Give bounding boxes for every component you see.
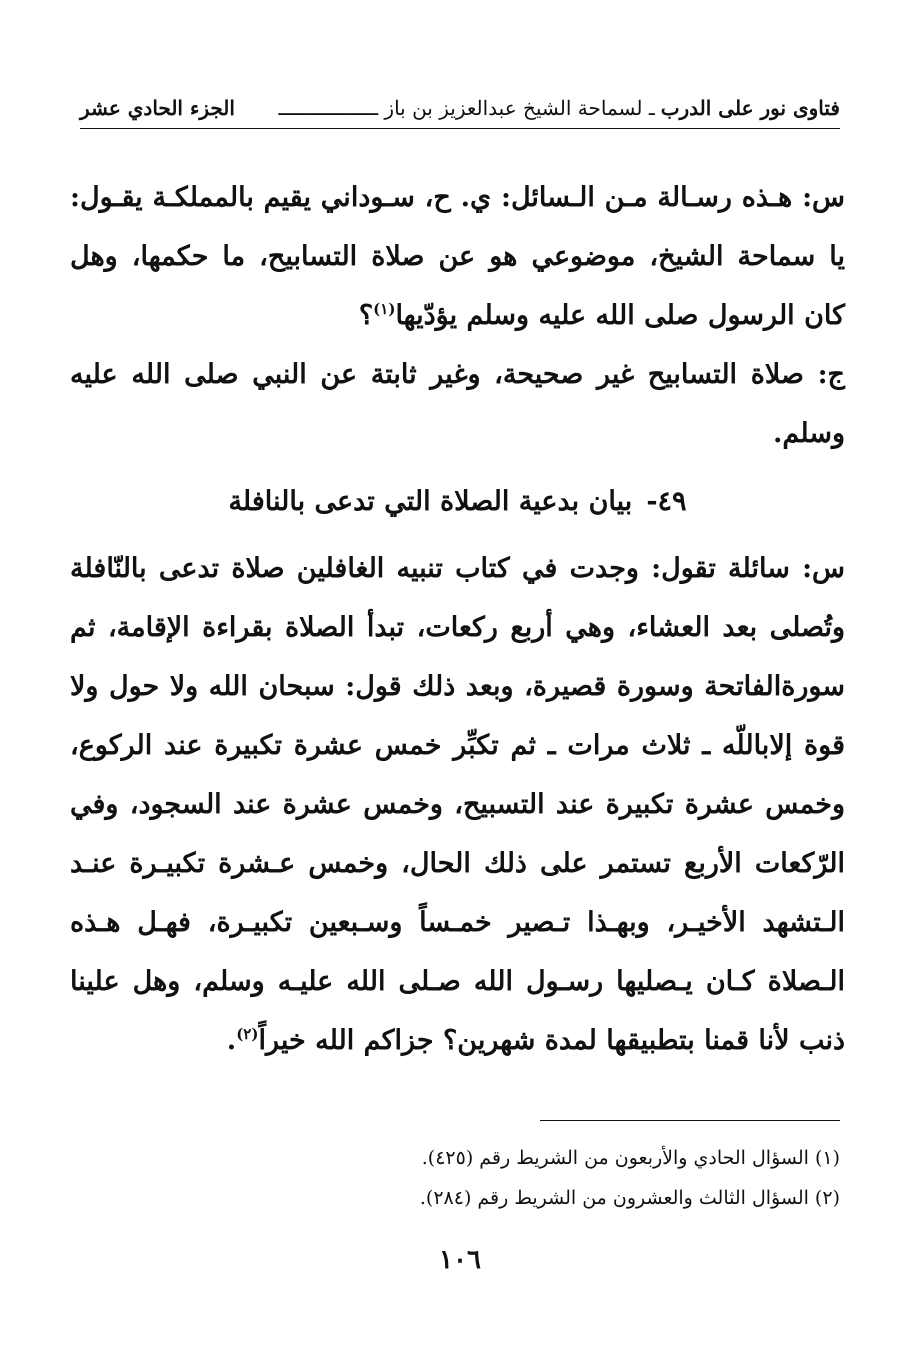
header-title-group <box>278 96 840 120</box>
footnote-2: (٢) السؤال الثالث والعشرون من الشريط رقم (٢٨٤). <box>419 1187 840 1209</box>
series-title: فتاوى نور على الدرب <box>660 96 840 120</box>
footnote-ref-2: (٢) <box>236 1025 259 1043</box>
footnote-divider <box>540 1120 840 1121</box>
answer-1 <box>70 345 845 463</box>
answer-label: ج: <box>817 359 845 390</box>
section-number: ٤٩- <box>646 486 687 517</box>
question-2-end: . <box>226 1025 237 1056</box>
footnote-1: (١) السؤال الحادي والأربعون من الشريط رقم (٤٢٥). <box>421 1147 840 1169</box>
section-heading <box>70 473 845 531</box>
footnote-ref-1: (١) <box>373 300 396 318</box>
section-title: بيان بدعية الصلاة التي تدعى بالنافلة <box>228 486 633 517</box>
question-1-text: هـذه رسـالة مـن الـسائل: ي. ح، سـوداني يقيم بالمملكـة يقـول: يا سماحة الشيخ، موضوعي هو عن صلاة التسابيح، ما حكمها، وهل كان الرسول صلى الله عليه وسلم يؤدّيها <box>70 182 845 331</box>
question-label: س: <box>802 182 845 213</box>
question-1-end: ؟ <box>358 300 374 331</box>
question-2-text: سائلة تقول: وجدت في كتاب تنبيه الغافلين صلاة تدعى بالنّافلة وتُصلى بعد العشاء، وهي أربع ركعات، تبدأ الصلاة بقراءة الإقامة، ثم سورةالفاتحة وسورة قصيرة، وبعد ذلك قول: سبحان الله ولا حول ولا قوة إلاباللّه ـ ثلاث مرات ـ ثم تكبِّر خمس عشرة تكبيرة عند الركوع، وخمس عشرة تكبيرة عند التسبيح، وخمس عشرة عند السجود، وفي الرّكعات الأربع تستمر على ذلك الحال، وخمس عـشرة تكبيـرة عنـد الـتشهد الأخيـر، وبهـذا تـصير خمـساً وسـبعين تكبيـرة، فهـل هـذه الـصلاة كـان يـصليها رسـول الله صـلى الله عليـه وسلم، وهل علينا ذنب لأنا قمنا بتطبيقها لمدة شهرين؟ جزاكم الله خيراً <box>70 553 845 1056</box>
question-label: س: <box>802 553 845 584</box>
body-text <box>70 168 845 1070</box>
footnotes <box>80 1138 840 1218</box>
running-header <box>80 92 840 129</box>
page-number: ١٠٦ <box>439 1245 481 1275</box>
answer-1-text: صلاة التسابيح غير صحيحة، وغير ثابتة عن النبي صلى الله عليه وسلم. <box>70 359 845 449</box>
part-label: الجزء الحادي عشر <box>80 96 235 120</box>
question-1 <box>70 168 845 345</box>
author-line: ـ لسماحة الشيخ عبدالعزيز بن باز ـــــــــــــــــ <box>278 96 655 120</box>
question-2 <box>70 539 845 1070</box>
